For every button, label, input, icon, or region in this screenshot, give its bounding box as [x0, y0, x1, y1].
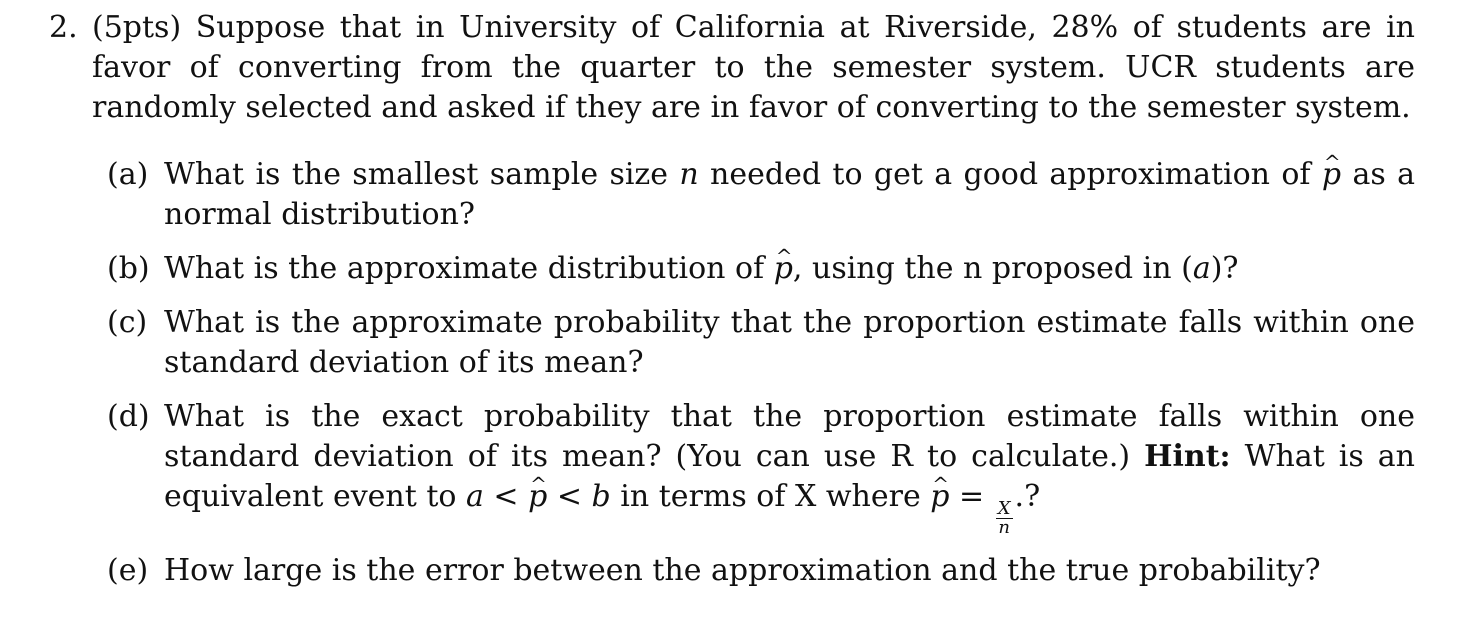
- part-d-text-2: What is an equivalent event to: [164, 439, 1416, 514]
- parts-list: [49, 155, 1415, 591]
- part-b-text-1: What is the approximate distribution of: [164, 251, 774, 286]
- part-e-text: How large is the error between the approximation and the true probability?: [164, 553, 1321, 588]
- part-a: [107, 155, 1415, 235]
- part-b-label: (b): [107, 251, 150, 286]
- p-hat-symbol: ^ p: [528, 477, 547, 517]
- part-d-text-3: in terms of X where: [610, 479, 931, 514]
- problem-2: [49, 8, 1415, 605]
- part-b-text-3: )?: [1210, 251, 1239, 286]
- part-a-text-1: What is the smallest sample size: [164, 157, 680, 192]
- part-a-text-2: needed to get a good approximation of: [698, 157, 1322, 192]
- part-d-label: (d): [107, 399, 150, 434]
- fraction-x-over-n: [996, 500, 1013, 537]
- p-hat-symbol: ^ p: [1322, 155, 1341, 195]
- part-e: [107, 551, 1415, 591]
- part-d: [107, 397, 1415, 537]
- hint-label: Hint:: [1144, 439, 1231, 474]
- problem-points: (5pts): [92, 10, 182, 45]
- fraction-denominator: n: [998, 517, 1010, 538]
- p-hat-symbol: ^ p: [930, 477, 949, 517]
- var-a: a: [466, 479, 484, 514]
- part-c-text: What is the approximate probability that the proportion estimate falls within one standard deviation of its mean?: [164, 305, 1415, 380]
- less-than-symbol: <: [547, 479, 592, 514]
- part-a-label: (a): [107, 157, 149, 192]
- p-hat-symbol: ^ p: [774, 249, 793, 289]
- problem-stem-row: [49, 8, 1415, 128]
- part-b-text: [164, 249, 1415, 289]
- part-a-text-3: as a normal distribution?: [164, 157, 1415, 232]
- problem-number: 2.: [49, 10, 78, 45]
- var-n: n: [679, 157, 699, 192]
- equals-symbol: =: [949, 479, 994, 514]
- part-d-text: [164, 397, 1415, 537]
- var-a: a: [1192, 251, 1211, 286]
- part-c: [107, 303, 1415, 383]
- part-e-label: (e): [107, 553, 149, 588]
- part-b-text-2: , using the n proposed in (: [792, 251, 1193, 286]
- less-than-symbol: <: [483, 479, 529, 514]
- part-d-text-4: .?: [1014, 479, 1041, 514]
- problem-stem: [92, 8, 1415, 128]
- part-b: [107, 249, 1415, 289]
- fraction-numerator: X: [997, 498, 1011, 519]
- part-a-text: [164, 155, 1415, 235]
- problem-stem-text: Suppose that in University of California at Riverside, 28% of students are in favor of converting from the quarter to the semester system. UCR students are randomly selected and asked if they are in favor of converting to the semester system.: [92, 10, 1415, 125]
- part-c-label: (c): [107, 305, 148, 340]
- part-d-text-1: What is the exact probability that the proportion estimate falls within one standard deviation of its mean? (You can use R to calculate.): [164, 399, 1415, 474]
- var-b: b: [591, 479, 611, 514]
